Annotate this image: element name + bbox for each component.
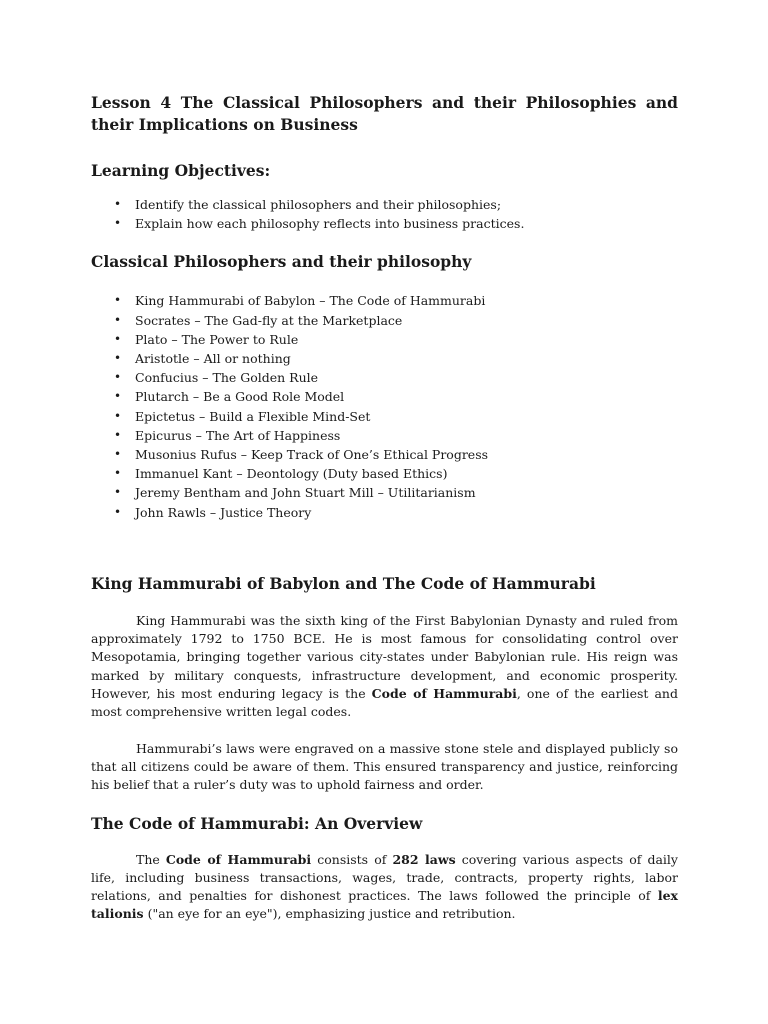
philosopher-text: John Rawls – Justice Theory bbox=[135, 504, 312, 520]
list-item bbox=[91, 311, 678, 330]
paragraph-text: , one of the earliest and most comprehensive written legal codes. bbox=[91, 686, 678, 720]
learning-objectives-heading: Learning Objectives: bbox=[91, 161, 271, 180]
list-item bbox=[91, 407, 678, 426]
code-of-hammurabi-bold: Code of Hammurabi bbox=[371, 686, 517, 702]
objectives-list bbox=[91, 195, 678, 233]
hammurabi-paragraph-2: Hammurabi’s laws were engraved on a massive stone stele and displayed publicly so that all citizens could be aware of them. This ensured transparency and justice, reinforcing his belief that a ruler’s duty was to uphold fairness and order. bbox=[91, 740, 678, 793]
list-item bbox=[91, 349, 678, 368]
list-item bbox=[91, 464, 678, 483]
list-item bbox=[91, 426, 678, 445]
paragraph-text: The bbox=[136, 851, 166, 867]
list-item bbox=[91, 195, 678, 214]
hammurabi-heading: King Hammurabi of Babylon and The Code of Hammurabi bbox=[91, 573, 596, 593]
bullet-icon: • bbox=[114, 312, 122, 327]
list-item bbox=[91, 368, 678, 387]
hammurabi-paragraph-1 bbox=[91, 612, 678, 722]
list-item bbox=[91, 503, 678, 522]
bullet-icon: • bbox=[114, 408, 122, 423]
paragraph-text: King Hammurabi was the sixth king of the First Babylonian Dynasty and ruled from approximately 1792 to 1750 BCE. He is most famous for consolidating control over Mesopotamia, bringing together various city-states under Babylonian rule. His reign was marked by military conquests, infrastructure development, and economic prosperity. However, his most enduring legacy is the bbox=[91, 612, 678, 702]
list-item bbox=[91, 387, 678, 406]
bullet-icon: • bbox=[114, 447, 122, 462]
law-count-bold: 282 laws bbox=[392, 851, 456, 867]
objective-text: Explain how each philosophy reflects into business practices. bbox=[135, 216, 525, 232]
philosopher-text: Epictetus – Build a Flexible Mind-Set bbox=[135, 408, 371, 424]
overview-heading: The Code of Hammurabi: An Overview bbox=[91, 813, 423, 833]
philosophers-list bbox=[91, 291, 678, 521]
bullet-icon: • bbox=[114, 370, 122, 385]
code-of-hammurabi-bold: Code of Hammurabi bbox=[165, 851, 312, 867]
bullet-icon: • bbox=[114, 504, 122, 519]
bullet-icon: • bbox=[114, 427, 122, 442]
philosopher-text: Epicurus – The Art of Happiness bbox=[135, 427, 341, 443]
objective-text: Identify the classical philosophers and their philosophies; bbox=[135, 197, 502, 212]
list-item bbox=[91, 291, 678, 310]
paragraph-text: ("an eye for an eye"), emphasizing justice and retribution. bbox=[143, 906, 516, 922]
bullet-icon: • bbox=[114, 216, 122, 231]
philosopher-text: King Hammurabi of Babylon – The Code of Hammurabi bbox=[135, 293, 486, 309]
list-item bbox=[91, 445, 678, 464]
list-item bbox=[91, 330, 678, 349]
paragraph-text: covering various aspects of daily life, including business transactions, wages, trade, contracts, property rights, labor relations, and penalties for dishonest practices. The laws followed the principle of bbox=[91, 851, 678, 904]
bullet-icon: • bbox=[114, 466, 122, 481]
philosopher-text: Jeremy Bentham and John Stuart Mill – Utilitarianism bbox=[135, 485, 476, 501]
philosopher-text: Plutarch – Be a Good Role Model bbox=[135, 389, 345, 405]
philosopher-text: Plato – The Power to Rule bbox=[135, 331, 299, 347]
lex-talionis-bold: lex talionis bbox=[91, 888, 678, 922]
bullet-icon: • bbox=[114, 293, 122, 308]
bullet-icon: • bbox=[114, 331, 122, 346]
lesson-title: Lesson 4 The Classical Philosophers and their Philosophies and their Implications on Business bbox=[91, 93, 678, 134]
philosopher-text: Aristotle – All or nothing bbox=[135, 351, 291, 367]
philosopher-text: Immanuel Kant – Deontology (Duty based Ethics) bbox=[135, 466, 448, 482]
bullet-icon: • bbox=[114, 485, 122, 500]
list-item bbox=[91, 483, 678, 502]
list-item bbox=[91, 214, 678, 233]
overview-paragraph bbox=[91, 851, 678, 924]
bullet-icon: • bbox=[114, 389, 122, 404]
document-page bbox=[91, 92, 678, 924]
bullet-icon: • bbox=[114, 197, 122, 211]
paragraph-text: consists of bbox=[311, 851, 393, 867]
bullet-icon: • bbox=[114, 351, 122, 366]
philosopher-text: Musonius Rufus – Keep Track of One’s Ethical Progress bbox=[135, 447, 489, 463]
philosopher-text: Socrates – The Gad-fly at the Marketplace bbox=[135, 312, 403, 328]
philosophers-heading: Classical Philosophers and their philosophy bbox=[91, 252, 472, 272]
philosopher-text: Confucius – The Golden Rule bbox=[135, 370, 319, 386]
